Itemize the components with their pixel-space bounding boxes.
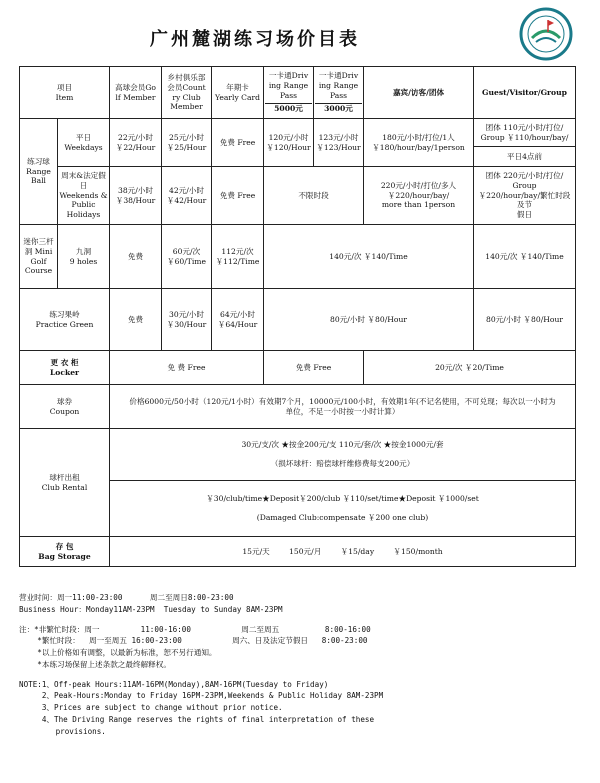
weekday-pass5000-price: 120元/小时 ￥120/Hour bbox=[264, 119, 314, 167]
note-cn-3: *以上价格如有调整，以最新为标准，恕不另行通知。 bbox=[19, 648, 217, 658]
golf-club-logo-icon bbox=[518, 6, 574, 62]
mini-guest-price: 140元/次 ￥140/Time bbox=[474, 225, 576, 289]
notes-section bbox=[19, 592, 579, 737]
weekday-country-price: 25元/小时 ￥25/Hour bbox=[162, 119, 212, 167]
weekday-guest-price: 180元/小时/打位/1人 ￥180/hour/bay/1person bbox=[364, 119, 474, 167]
holiday-country-price: 42元/小时 ￥42/Hour bbox=[162, 167, 212, 225]
note-en-4: 4、The Driving Range reserves the rights of final interpretation of these bbox=[19, 714, 375, 724]
practice-green-label: 练习果岭 Practice Green bbox=[20, 289, 110, 351]
mini-country-price: 60元/次 ￥60/Time bbox=[162, 225, 212, 289]
green-guest-price: 80元/小时 ￥80/Hour bbox=[474, 289, 576, 351]
green-yearly-price: 64元/小时 ￥64/Hour bbox=[212, 289, 264, 351]
note-en-5: provisions. bbox=[19, 726, 106, 736]
guest-cn-header: 嘉宾/访客/团体 bbox=[364, 67, 474, 119]
header-row bbox=[20, 67, 576, 119]
note-cn-1: 注：*非繁忙时段：周一 11:00-16:00 周二至周五 8:00-16:00 bbox=[19, 624, 371, 634]
weekday-pass3000-price: 123元/小时 ￥123/Hour bbox=[314, 119, 364, 167]
weekday-group-price: 团体 110元/小时/打位/ Group ￥110/hour/bay/ bbox=[474, 119, 576, 147]
guest-en-header: Guest/Visitor/Group bbox=[474, 67, 576, 119]
pass-5000-header: 一卡通Driv ing Range Pass 5000元 bbox=[264, 67, 314, 119]
locker-guest-price: 20元/次 ￥20/Time bbox=[364, 351, 576, 385]
holiday-label: 周末&法定假 日 Weekends & Public Holidays bbox=[58, 167, 110, 225]
country-member-header: 乡村俱乐部 会员Count ry Club Member bbox=[162, 67, 212, 119]
nine-holes-label: 九洞 9 holes bbox=[58, 225, 110, 289]
holiday-group-price: 团体 220元/小时/打位/ Group ￥220/hour/bay/繁忙时段及节 假日 bbox=[474, 167, 576, 225]
business-hours-cn: 营业时间：周一11:00-23:00 周二至周日8:00-23:00 bbox=[19, 593, 234, 602]
business-hours-en: Business Hour：Monday11AM-23PM Tuesday to Sunday 8AM-23PM bbox=[19, 604, 283, 614]
coupon-label: 球券 Coupon bbox=[20, 385, 110, 429]
note-cn-2: *繁忙时段： 周一至周五 16:00-23:00 周六、日及法定节假日 8:00-23:00 bbox=[19, 636, 368, 646]
weekday-yearly-price: 免费 Free bbox=[212, 119, 264, 167]
club-rental-label: 球杆出租 Club Rental bbox=[20, 429, 110, 537]
bag-storage-row bbox=[20, 537, 576, 567]
weekday-label: 平日 Weekdays bbox=[58, 119, 110, 167]
gold-member-header: 高球会员Go lf Member bbox=[110, 67, 162, 119]
green-pass-price: 80元/小时 ￥80/Hour bbox=[264, 289, 474, 351]
green-gold-price: 免费 bbox=[110, 289, 162, 351]
pass-3000-header: 一卡通Driv ing Range Pass 3000元 bbox=[314, 67, 364, 119]
bag-storage-label: 存 包 Bag Storage bbox=[20, 537, 110, 567]
holiday-guest-price: 220元/小时/打位/多人 ￥220/hour/bay/ more than 1person bbox=[364, 167, 474, 225]
mini-pass-price: 140元/次 ￥140/Time bbox=[264, 225, 474, 289]
holiday-pass-price: 不限时段 bbox=[264, 167, 364, 225]
range-weekday-row bbox=[20, 119, 576, 147]
range-ball-label: 练习球 Range Ball bbox=[20, 119, 58, 225]
holiday-yearly-price: 免费 Free bbox=[212, 167, 264, 225]
mini-golf-label: 迷你三杆 洞 Mini Golf Course bbox=[20, 225, 58, 289]
mini-golf-row bbox=[20, 225, 576, 289]
holiday-gold-price: 38元/小时 ￥38/Hour bbox=[110, 167, 162, 225]
bag-storage-price: 15元/天 150元/月 ￥15/day ￥150/month bbox=[110, 537, 576, 567]
yearly-card-header: 年期卡 Yearly Card bbox=[212, 67, 264, 119]
coupon-price: 价格6000元/50小时（120元/1小时）有效期7个月，10000元/100小时，有效期1年(不记名使用，不可兑现；每次以一小时为 单位，不足一小时按一小时计算） bbox=[110, 385, 576, 429]
locker-member-price: 免 费 Free bbox=[110, 351, 264, 385]
locker-pass-price: 免费 Free bbox=[264, 351, 364, 385]
locker-label: 更 衣 柜 Locker bbox=[20, 351, 110, 385]
page-title: 广州麓湖练习场价目表 bbox=[150, 29, 360, 50]
mini-yearly-price: 112元/次 ￥112/Time bbox=[212, 225, 264, 289]
coupon-row bbox=[20, 385, 576, 429]
note-cn-4: *本练习场保留上述条款之最终解释权。 bbox=[19, 659, 171, 669]
locker-row bbox=[20, 351, 576, 385]
note-en-3: 3、Prices are subject to change without prior notice. bbox=[19, 703, 283, 713]
weekday-group-note: 平日4点前 bbox=[474, 147, 576, 167]
rental-cn-row bbox=[20, 429, 576, 481]
item-header: 项目 Item bbox=[20, 67, 110, 119]
mini-gold-price: 免费 bbox=[110, 225, 162, 289]
weekday-gold-price: 22元/小时 ￥22/Hour bbox=[110, 119, 162, 167]
practice-green-row bbox=[20, 289, 576, 351]
rental-en-price: ￥30/club/time★Deposit￥200/club ￥110/set/time★Deposit ￥1000/set (Damaged Club:compensate ￥200 one club) bbox=[110, 481, 576, 537]
price-table bbox=[19, 66, 576, 567]
range-holiday-row bbox=[20, 167, 576, 225]
note-en-1: NOTE:1、Off-peak Hours:11AM-16PM(Monday),8AM-16PM(Tuesday to Friday) bbox=[19, 679, 329, 689]
note-en-2: 2、Peak-Hours:Monday to Friday 16PM-23PM,Weekends & Public Holiday 8AM-23PM bbox=[19, 691, 384, 701]
rental-cn-price: 30元/支/次 ★按金200元/支 110元/套/次 ★按金1000元/套 （损坏球杆：赔偿球杆维修费每支200元） bbox=[110, 429, 576, 481]
green-country-price: 30元/小时 ￥30/Hour bbox=[162, 289, 212, 351]
